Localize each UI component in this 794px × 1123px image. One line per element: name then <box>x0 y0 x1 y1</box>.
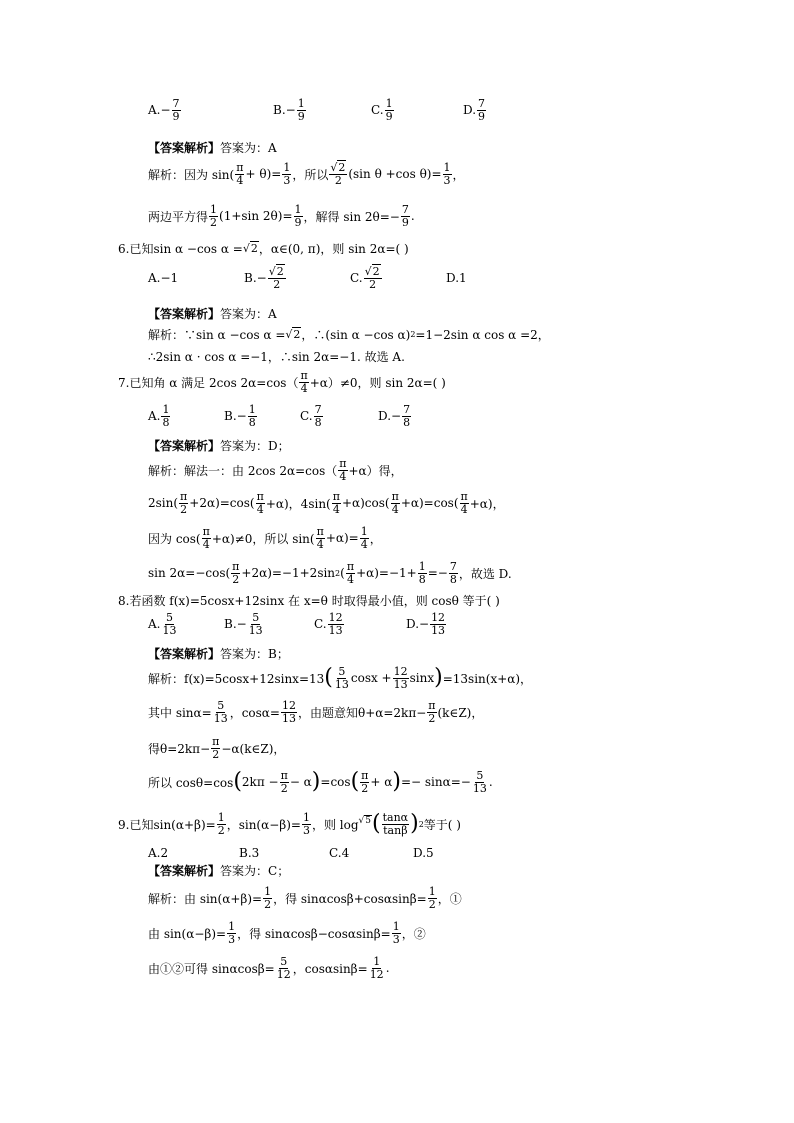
q8-option-c: C. $\frac{12}{13}$ <box>314 611 343 637</box>
q7-stem: 7.已知角 α 满足 2cos 2α=cos（ $\frac{\pi}{4}$ +α）≠0，则 sin 2α=( ) <box>118 369 446 395</box>
q9-solution-line-3: 由①②可得 sinαcosβ= $\frac{5}{12}$ ，cosαsinβ= $\frac{1}{12}$ . <box>148 955 390 981</box>
q7-option-d: D.− $\frac{7}{8}$ <box>378 403 411 429</box>
q9-option-b: B.3 <box>239 846 260 860</box>
q7-solution-line-1: 解析：解法一：由 2cos 2α=cos（ $\frac{\pi}{4}$ +α）得， <box>148 457 403 483</box>
q6-stem: 6.已知sin α −cos α = √2 ，α∈(0, π)，则 sin 2α=( ) <box>118 242 409 256</box>
q8-option-b: B.− $\frac{5}{13}$ <box>224 611 263 637</box>
q6-solution-line-1: 解析：∵sin α −cos α = √2 ，∴(sin α −cos α) 2 =1−2sin α cos α =2， <box>148 328 550 342</box>
q6-options <box>148 266 467 290</box>
q7-solution-line-4: sin 2α=−cos( $\frac{\pi}{2}$ +2α)=−1+2sin 2 ( $\frac{\pi}{4}$ +α)=−1+ $\frac{1}{8}$ =− $\frac{7}{8}$ ，故选 D. <box>148 560 512 586</box>
q8-solution-line-2: 其中 sinα= $\frac{5}{13}$ ，cosα= $\frac{12}{13}$ ，由题意知θ+α=2kπ− $\frac{\pi}{2}$ (k∈Z)， <box>148 699 484 725</box>
q5-option-b: B.− $\frac{1}{9}$ <box>273 97 305 123</box>
q6-option-b: B.− $\frac{√2}{2}$ <box>244 265 284 291</box>
q5-option-c: C. $\frac{1}{9}$ <box>371 97 393 123</box>
q8-solution-line-1: 解析：f(x)=5cosx+12sinx=13 ( $\frac{5}{13}$ cosx + $\frac{12}{13}$ sinx ) =13sin(x+α)， <box>148 665 533 691</box>
q8-options <box>148 612 447 636</box>
q6-solution-line-2: ∴2sin α · cos α =−1，∴sin 2α=−1. 故选 A. <box>148 350 405 364</box>
q6-option-d: D.1 <box>446 271 467 286</box>
q8-stem: 8.若函数 f(x)=5cosx+12sinx 在 x=θ 时取得最小值，则 cosθ 等于( ) <box>118 594 500 608</box>
q8-solution-line-3: 得θ=2kπ− $\frac{\pi}{2}$ −α(k∈Z)， <box>148 735 286 761</box>
q6-option-a: A.−1 <box>148 271 179 286</box>
q5-answer: 【答案解析】 答案为：A <box>148 141 277 155</box>
q5-option-d: D. $\frac{7}{9}$ <box>463 97 486 123</box>
q9-solution-line-1: 解析：由 sin(α+β)= $\frac{1}{2}$ ，得 sinαcosβ+cosαsinβ= $\frac{1}{2}$ ，① <box>148 885 462 911</box>
q9-option-c: C.4 <box>329 846 350 860</box>
q7-solution-line-2: 2sin( $\frac{\pi}{2}$ +2α)=cos( $\frac{\pi}{4}$ +α)，4sin( $\frac{\pi}{4}$ +α)cos( $\frac{\pi}{4}$ +α)=cos( $\frac{\pi}{4}$ +α)， <box>148 490 505 516</box>
q7-answer: 【答案解析】 答案为：D； <box>148 439 290 453</box>
q9-answer: 【答案解析】 答案为：C； <box>148 864 290 878</box>
q8-option-d: D.− $\frac{12}{13}$ <box>406 611 446 637</box>
q9-stem: 9.已知sin(α+β)= $\frac{1}{2}$ ，sin(α−β)= $\frac{1}{3}$ ，则 log √5 ( $\frac{\tan\alpha}{\tan\beta}$ ) 2 等于( ) <box>118 811 461 837</box>
q5-option-a: A.− $\frac{7}{9}$ <box>148 97 180 123</box>
q8-option-a: A. $\frac{5}{13}$ <box>148 611 177 637</box>
q5-solution-line-2: 两边平方得 $\frac{1}{2}$ (1+sin 2θ)= $\frac{1}{9}$ ，解得 sin 2θ=− $\frac{7}{9}$ . <box>148 203 415 229</box>
q8-answer: 【答案解析】 答案为：B； <box>148 647 289 661</box>
q7-option-b: B.− $\frac{1}{8}$ <box>224 403 256 429</box>
q6-answer: 【答案解析】 答案为：A <box>148 307 277 321</box>
q9-solution-line-2: 由 sin(α−β)= $\frac{1}{3}$ ，得 sinαcosβ−cosαsinβ= $\frac{1}{3}$ ，② <box>148 920 426 946</box>
q7-solution-line-3: 因为 cos( $\frac{\pi}{4}$ +α)≠0，所以 sin( $\frac{\pi}{4}$ +α)= $\frac{1}{4}$ ， <box>148 525 382 551</box>
q5-solution-line-1: 解析：因为 sin( $\frac{\pi}{4}$ + θ)= $\frac{1}{3}$ ，所以 $\frac{√2}{2}$ (sin θ +cos θ)= $\frac{1}{3}$ ， <box>148 161 465 187</box>
q7-option-a: A. $\frac{1}{8}$ <box>148 403 170 429</box>
q7-options <box>148 404 412 428</box>
q7-option-c: C. $\frac{7}{8}$ <box>300 403 322 429</box>
q6-option-c: C. $\frac{√2}{2}$ <box>350 265 380 291</box>
q9-options <box>148 846 434 860</box>
q8-solution-line-4: 所以 cosθ=cos ( 2kπ − $\frac{\pi}{2}$ − α ) =cos ( $\frac{\pi}{2}$ + α ) =− sinα=− $\frac{5}{13}$ . <box>148 769 493 795</box>
q9-option-d: D.5 <box>413 846 434 860</box>
q9-option-a: A.2 <box>148 846 169 860</box>
q5-options <box>148 98 487 122</box>
